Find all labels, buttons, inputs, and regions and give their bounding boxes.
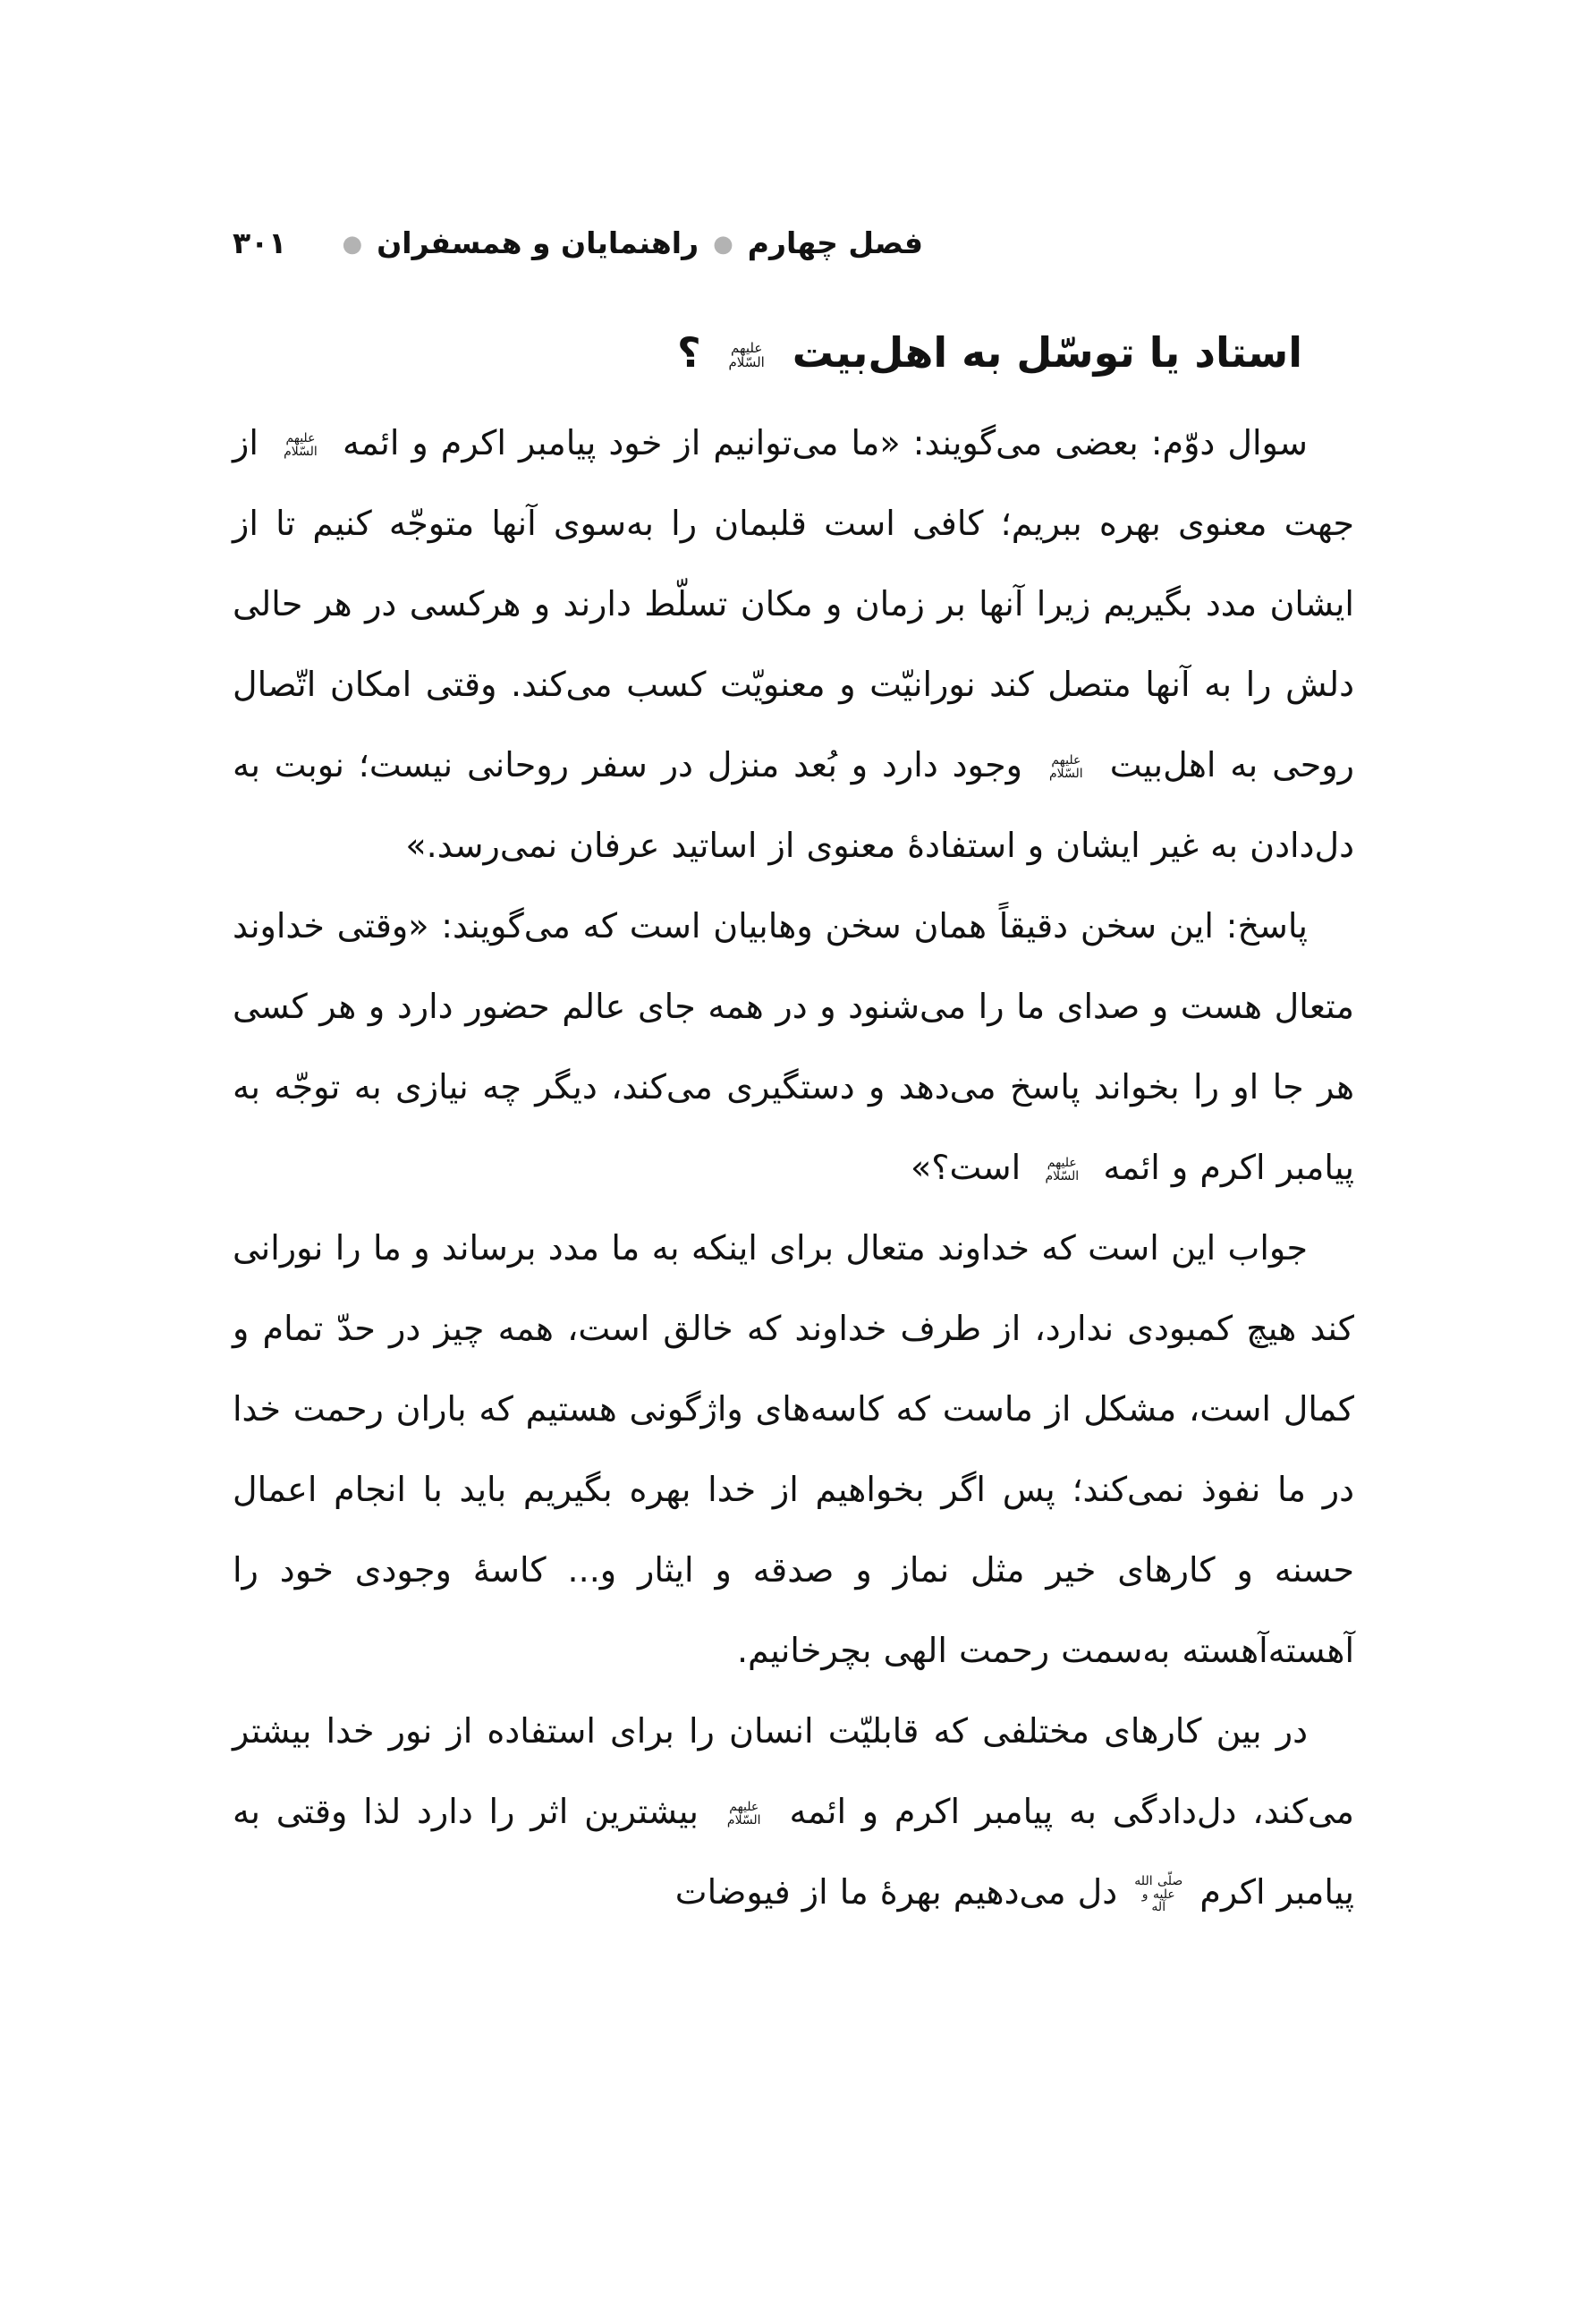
separator-bullet-icon: ●: [342, 231, 363, 258]
article-title: [233, 324, 1354, 381]
text-run: بیشترین اثر را دارد لذا وقتی به پیامبر اکرم: [233, 1792, 1354, 1913]
text-run: است؟»: [911, 1148, 1021, 1188]
section-label: راهنمایان و همسفران: [377, 225, 699, 260]
honorific-mark-ahlulbayt: علیهم السّلام: [1045, 1156, 1080, 1183]
chapter-label: فصل چهارم: [747, 225, 923, 260]
paragraph-question: [233, 403, 1354, 886]
text-run: وجود دارد و بُعد منزل در سفر روحانی نیست؛ نوبت به دل‌دادن به غیر ایشان و استفادۀ معنوی از اساتید عرفان نمی‌رسد.»: [233, 745, 1354, 866]
running-header: [233, 225, 1354, 279]
article-title-text: استاد یا توسّل به اهل‌بیت: [792, 328, 1302, 377]
honorific-mark-ahlulbayt: علیهم السّلام: [1049, 753, 1083, 781]
paragraph-conclusion: [233, 1691, 1354, 1932]
honorific-mark-ahlulbayt: علیهم السّلام: [726, 1800, 761, 1828]
paragraph-answer-body: [233, 1208, 1354, 1691]
text-run: سوال دوّم: بعضی می‌گویند: «ما می‌توانیم از خود پیامبر اکرم و ائمه: [342, 423, 1308, 463]
honorific-mark-ahlulbayt: علیهم السّلام: [284, 431, 318, 459]
text-run: جواب این است که خداوند متعال برای اینکه به ما مدد برساند و ما را نورانی کند هیچ کمبودی ندارد، از طرف خداوند که خالق است، همه چیز در حدّ تمام و کمال است، مشکل از ماست که کاسه‌های واژگونی هستیم که باران رحمت خدا در ما نفوذ نمی‌کند؛ پس اگر بخواهیم از خدا بهره بگیریم باید با انجام اعمال حسنه و کارهای خیر مثل نماز و صدقه و ایثار و... کاسۀ وجودی خود را آهسته‌آهسته به‌سمت رحمت الهی بچرخانیم.: [233, 1228, 1354, 1671]
page-number: ۳۰۱: [233, 225, 287, 260]
separator-bullet-icon: ●: [713, 231, 733, 258]
paragraph-answer-intro: [233, 886, 1354, 1208]
honorific-mark-prophet: صلّی الله علیه و آله: [1134, 1873, 1183, 1915]
text-run: از جهت معنوی بهره ببریم؛ کافی است قلبمان را به‌سوی آنها متوجّه کنیم تا از ایشان مدد بگیریم زیرا آنها بر زمان و مکان تسلّط دارند و هرکسی در هر حالی دلش را به آنها متصل کند نورانیّت و معنویّت کسب می‌کند. وقتی امکان اتّصال روحی به اهل‌بیت: [233, 423, 1354, 785]
honorific-mark-ahlulbayt: علیهم السّلام: [728, 339, 765, 370]
text-run: در بین کارهای مختلفی که قابلیّت انسان را برای استفاده از نور خدا بیشتر می‌کند، دل‌دادگی به پیامبر اکرم و ائمه: [233, 1711, 1354, 1832]
body-text: [233, 403, 1354, 1932]
text-run: پاسخ: این سخن دقیقاً همان سخن وهابیان است که می‌گویند: «وقتی خداوند متعال هست و صدای ما را می‌شنود و در همه جای عالم حضور دارد و هر کسی هر جا او را بخواند پاسخ می‌دهد و دستگیری می‌کند، دیگر چه نیازی به توجّه به پیامبر اکرم و ائمه: [233, 906, 1354, 1188]
article-title-question-mark: ؟: [676, 328, 701, 377]
text-run: دل می‌دهیم بهرۀ ما از فیوضات: [674, 1872, 1118, 1913]
